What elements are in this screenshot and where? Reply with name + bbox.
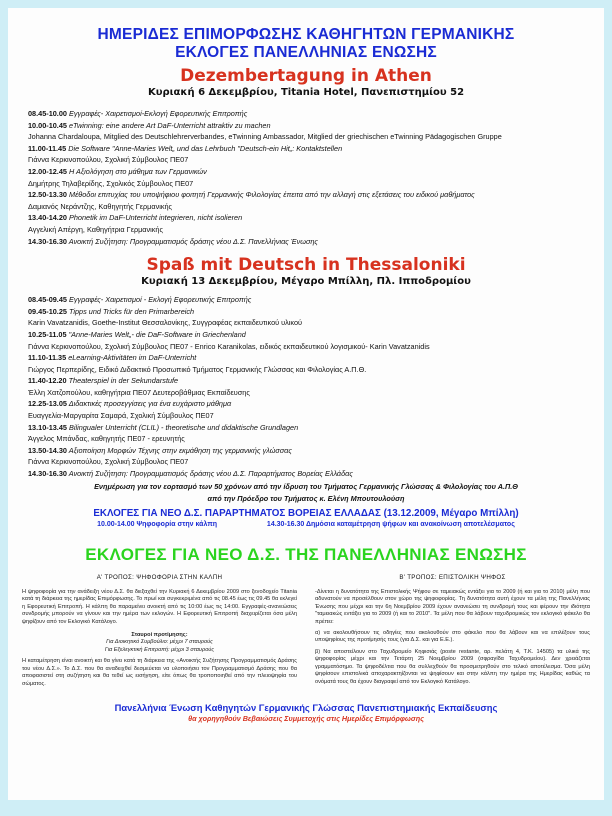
program-session (28, 422, 590, 434)
session-title: Bilingualer Unterricht (CLIL) - theoretische und didaktische Grundlagen (68, 422, 299, 432)
program-speaker (28, 154, 590, 166)
speaker-name: Γιώργος Περπερίδης, Ειδικό Διδακτικό Προσωπικό Τμήματος Γερμανικής Γλώσσας και Φιλολογίας Α.Π.Θ. (28, 364, 367, 374)
program-session (28, 212, 590, 224)
anniversary-line-2: από την Πρόεδρο του Τμήματος κ. Ελένη Μπουτουλούση (207, 493, 405, 503)
voting-methods (22, 574, 590, 692)
session-time: 13.10-13.45 (28, 422, 67, 432)
program-session (28, 445, 590, 457)
header-title-1: ΗΜΕΡΙΔΕΣ ΕΠΙΜΟΡΦΩΣΗΣ ΚΑΘΗΓΗΤΩΝ ΓΕΡΜΑΝΙΚΗΣ (97, 26, 515, 43)
branch-elections-title: ΕΚΛΟΓΕΣ ΓΙΑ ΝΕΟ Δ.Σ. ΠΑΡΑΡΤΗΜΑΤΟΣ ΒΟΡΕΙΑΣ ΕΛΛΑΔΑΣ (13.12.2009, Μέγαρο Μπίλλη) (93, 507, 519, 519)
session-time: 11.40-12.20 (28, 376, 67, 386)
program-session (28, 375, 590, 387)
athens-venue: Κυριακή 6 Δεκεμβρίου, Titania Hotel, Πανεπιστημίου 52 (147, 87, 465, 98)
program-session (28, 120, 590, 132)
voting-method-a (22, 574, 297, 692)
session-title: Εγγραφές- Χαιρετισμοί - Εκλογή Εφορευτικής Επιτροπής (68, 295, 252, 305)
preference-board: Για Διοικητικό Συμβούλιο: μέχρι 7 σταυρούς (106, 639, 213, 646)
session-title: Ανοικτή Συζήτηση: Προγραμματισμός δράσης νέου Δ.Σ. Παραρτήματος Βορείας Ελλάδας (68, 469, 353, 479)
session-title: Εγγραφές- Χαιρετισμοί-Εκλογή Εφορευτικής Επιτροπής (68, 109, 248, 118)
speaker-name: Έλλη Χατζοπούλου, καθηγήτρια ΠΕ07 Δευτεροβάθμιας Εκπαίδευσης (28, 387, 250, 397)
method-b-heading: Β' ΤΡΟΠΟΣ: ΕΠΙΣΤΟΛΙΚΗ ΨΗΦΟΣ (399, 573, 506, 581)
program-session (28, 108, 590, 120)
national-elections-title: ΕΚΛΟΓΕΣ ΓΙΑ ΝΕΟ Δ.Σ. ΤΗΣ ΠΑΝΕΛΛΗΝΙΑΣ ΕΝΩΣΗΣ (85, 544, 527, 564)
thessaloniki-program (28, 294, 590, 480)
session-time: 08.45-09.45 (28, 295, 67, 305)
speaker-name: Karin Vavatzanidis, Goethe-Institut Θεσσαλονίκης, Συγγραφέας εκπαιδευτικού υλικού (28, 318, 303, 328)
session-title: eLearning-Aktivitäten im DaF-Unterricht (68, 353, 197, 363)
speaker-name: Άγγελος Μπάνδας, καθηγητής ΠΕ07 - ερευνητής (28, 434, 185, 444)
branch-elections-count: 14.30-16.30 Δημόσια καταμέτρηση ψήφων και ανακοίνωση αποτελέσματος (266, 520, 515, 528)
session-time: 13.40-14.20 (28, 213, 67, 223)
program-session (28, 236, 590, 248)
session-title: Theaterspiel in der Sekundarstufe (68, 376, 179, 386)
method-a-heading: Α' ΤΡΟΠΟΣ: ΨΗΦΟΦΟΡΙΑ ΣΤΗΝ ΚΑΛΠΗ (96, 573, 223, 581)
session-time: 10.00-10.45 (28, 120, 67, 130)
program-session (28, 352, 590, 364)
program-speaker (28, 456, 590, 468)
session-time: 13.50-14.30 (28, 445, 67, 455)
speaker-name: Γιάννα Κερκινοπούλου, Σχολική Σύμβουλος ΠΕ07 - Enrico Karanikolas, ειδικός εκπαιδευτικού λογισμικού- Karin Vavatzanidis (28, 341, 430, 351)
anniversary-line-1: Ενημέρωση για τον εορτασμό των 50 χρόνων από την ίδρυση του Τμήματος Γερμανικής Γλώσσας & Φιλολογίας του Α.Π.Θ (94, 481, 518, 491)
speaker-name: Γιάννα Κερκινοπούλου, Σχολική Σύμβουλος ΠΕ07 (28, 155, 189, 165)
session-time: 11.10-11.35 (28, 353, 67, 363)
speaker-name: Δημήτρης Τηλαβερίδης, Σχολικός Σύμβουλος ΠΕ07 (28, 178, 194, 188)
program-speaker (28, 387, 590, 399)
session-time: 14.30-16.30 (28, 236, 67, 246)
program-speaker (28, 201, 590, 213)
session-title: "Anne-Maries Welt„- die DaF-Software in Griechenland (68, 329, 246, 339)
athens-program (28, 108, 590, 247)
header-title-2: ΕΚΛΟΓΕΣ ΠΑΝΕΛΛΗΝΙΑΣ ΕΝΩΣΗΣ (175, 44, 437, 61)
method-b-paragraph-1: -Δίνεται η δυνατότητα της Επιστολικής Ψήφου σε ταμειακώς εντάξει για το 2009 (ή και για το 2010) μέλη που αδυνατούν να προσέλθουν στον χώρο της ψηφοφορίας. Τη δυνατότητα αυτή έχουν τα μέλη της Πανελλήνιας Ένωσης που μέχρι και την 6η Νοεμβρίου 2009 έχουν ανανεώσει τη συνδρομή τους και φέρουν την ιδιότητα "ταμειακώς εντάξει για το 2009 (ή και το 2010". Τα μέλη που θα λάβουν ταχυδρομικώς τον εκλογικό φάκελο θα πρέπει: (315, 589, 590, 625)
method-b-paragraph-2: α) να ακολουθήσουν τις οδηγίες που ακολουθούν στο φάκελο που θα λάβουν και να επιλέξουν τους υποψηφίους της προτίμησής τους (για Δ.Σ. και για Ε.Ε.). (315, 630, 590, 644)
session-time: 10.25-11.05 (28, 329, 67, 339)
program-speaker (28, 224, 590, 236)
session-title: Die Software "Anne-Maries Welt„ und das Lehrbuch "Deutsch-ein Hit„: Kontaktstellen (68, 143, 343, 153)
branch-elections-vote: 10.00-14.00 Ψηφοφορία στην κάλπη (97, 520, 218, 528)
session-time: 12.00-12.45 (28, 166, 67, 176)
program-session (28, 306, 590, 318)
footer-association: Πανελλήνια Ένωση Καθηγητών Γερμανικής Γλώσσας Πανεπιστημιακής Εκπαίδευσης (114, 701, 498, 713)
session-time: 09.45-10.25 (28, 306, 67, 316)
program-session (28, 468, 590, 480)
method-b-paragraph-3: β) Να αποστείλουν στο Ταχυδρομείο Κηφισιάς (poste restante, αρ. πελάτη 4, Τ.Κ. 14505) τα υλικά της ψηφοφορίας μέχρι και την Τετάρτη 25 Νοεμβρίου 2009 (σφραγίδα Ταχυδρομείου). Δεν χρειάζεται γραμματόσημο. Τα ψηφοδέλτια που θα συλλεχθούν θα προσμετρηθούν στο τελικό αποτέλεσμα. Όσα μέλη ψηφίσουν επιστολικά αποχαρακτηίζονται να ψηφίσουν και στην κάλπη την ημέρα της Ημερίδας καθώς τα ονόματά τους θα έχουν διαγραφεί από τον Εκλογικό Κατάλογο. (315, 648, 590, 685)
program-session (28, 294, 590, 306)
session-time: 11.00-11.45 (28, 143, 67, 153)
footer-certificates: θα χορηγηθούν Βεβαιώσεις Συμμετοχής στις Ημερίδες Επιμόρφωσης (188, 713, 424, 723)
method-a-paragraph-2: Η καταμέτρηση είναι ανοικτή και θα γίνει κατά τη διάρκεια της «Ανοικτής Συζήτησης Προγραμματισμός Δράσης του νέου Δ.Σ.». Το Δ.Σ. που θα αναδειχθεί δεσμεύεται να υλοποιήσει τον Προγραμματισμό Δράσης που θα αποφασιστεί στη συζήτηση και θα τεθεί ως εισήγηση, είτε όπως θα τροποποιηθεί από την πλειοψηφία του σώματος. (22, 658, 297, 687)
program-speaker (28, 341, 590, 353)
speaker-name: Γιάννα Κερκινοπούλου, Σχολική Σύμβουλος ΠΕ07 (28, 457, 189, 467)
program-speaker (28, 433, 590, 445)
session-title: eTwinning: eine andere Art DaF-Unterricht attraktiv zu machen (68, 120, 271, 130)
speaker-name: Δαμιανός Νεράντζης, Καθηγητής Γερμανικής (28, 201, 173, 211)
program-speaker (28, 410, 590, 422)
session-title: Μέθοδοι επιτυχίας του υποψήφιου φοιτητή Γερμανικής Φιλολογίας έπειτα από την αλλαγή στις εξετάσεις του ειδικού μαθήματος (68, 190, 475, 200)
speaker-name: Ευαγγελία-Μαργαρίτα Σαμαρά, Σχολική Σύμβουλος ΠΕ07 (28, 411, 214, 421)
method-a-paragraph-1: Η ψηφοφορία για την ανάδειξη νέου Δ.Σ. θα διεξαχθεί την Κυριακή 6 Δεκεμβρίου 2009 στο ξενοδοχείο Titania κατά τη διάρκεια της ημερίδας Επιμόρφωσης. Το πρωί και συγκεκριμένα από τις 08.45 έως τις 09.45 θα εκλεγεί η Εφορευτική Επιτροπή. Η κάλπη θα παραμείνει ανοικτή από τις 10:00 έως τις 14:00. Εγγραφές-ανανεώσεις συνδρομής μπορούν να γίνουν και την ημέρα των εκλογών. Η Εφορευτική Επιτροπή διαχειρίζεται όσα μέλη ψηφίζουν από τον Εκλογικό Κατάλογο. (22, 589, 297, 625)
program-speaker (28, 178, 590, 190)
session-title: Tipps und Tricks für den Primarbereich (68, 306, 195, 316)
session-time: 12.25-13.05 (28, 399, 67, 409)
program-session (28, 398, 590, 410)
program-speaker (28, 364, 590, 376)
session-title: Phonetik im DaF-Unterricht integrieren, nicht isolieren (68, 213, 243, 223)
program-session (28, 143, 590, 155)
program-speaker (28, 317, 590, 329)
program-session (28, 329, 590, 341)
session-title: Αξιοποίηση Μορφών Τέχνης στην εκμάθηση της γερμανικής γλώσσας (68, 445, 292, 455)
voting-method-b (315, 574, 590, 692)
session-title: Διδακτικές προσεγγίσεις για ένα ευχάριστο μάθημα (68, 399, 232, 409)
session-title: Η Αξιολόγηση στο μάθημα των Γερμανικών (68, 166, 207, 176)
session-time: 12.50-13.30 (28, 190, 67, 200)
preference-heading: Σταυροί προτίμησης: (131, 632, 188, 639)
speaker-name: Αγγελική Απέργη, Καθηγήτρια Γερμανικής (28, 224, 164, 234)
program-session (28, 166, 590, 178)
preference-crosses (22, 632, 297, 654)
session-title: Ανοικτή Συζήτηση: Προγραμματισμός δράσης νέου Δ.Σ. Πανελλήνιας Ένωσης (68, 236, 318, 246)
thessaloniki-title: Spaß mit Deutsch in Thessaloniki (146, 255, 466, 276)
session-time: 08.45-10.00 (28, 109, 67, 118)
program-speaker (28, 131, 590, 143)
preference-audit: Για Εξελεγκτική Επιτροπή: μέχρι 3 σταυρούς (104, 646, 215, 653)
session-time: 14.30-16.30 (28, 469, 67, 479)
speaker-name: Johanna Chardaloupa, Mitglied des Deutschlehrerverbandes, eTwinning Ambassador, Mitglied der griechischen eTwinning Pädagogischen Gruppe (28, 132, 502, 142)
branch-elections-times (22, 520, 590, 530)
flyer-page (8, 8, 604, 800)
thessaloniki-venue: Κυριακή 13 Δεκεμβρίου, Μέγαρο Μπίλλη, Πλ. Ιπποδρομίου (141, 276, 471, 288)
athens-title: Dezembertagung in Athen (180, 66, 432, 86)
program-session (28, 189, 590, 201)
